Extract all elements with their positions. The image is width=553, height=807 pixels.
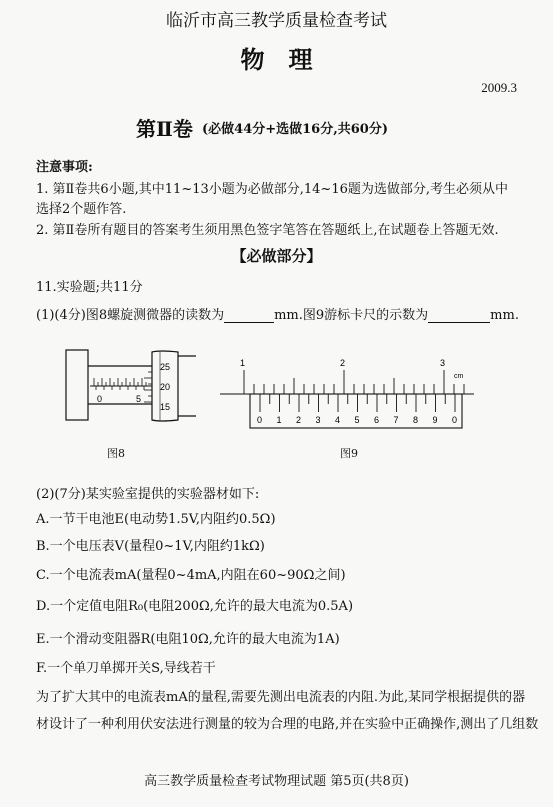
equipment-item-a: A.一节干电池E(电动势1.5V,内阻约0.5Ω) xyxy=(36,512,276,527)
caliper-vernier-label: 3 xyxy=(315,415,321,425)
notice-item-2: 2. 第Ⅱ卷所有题目的答案考生须用黑色签字笔答在答题纸上,在试题卷上答题无效. xyxy=(36,223,499,238)
part-1-text-a: (1)(4分)图8螺旋测微器的读数为 xyxy=(36,308,225,323)
caliper-figure xyxy=(216,354,478,434)
micrometer-thimble-label-20: 20 xyxy=(160,382,171,392)
equipment-item-c: C.一个电流表mA(量程0~4mA,内阻在60~90Ω之间) xyxy=(36,568,346,583)
micrometer-thimble-label-25: 25 xyxy=(160,362,171,372)
answer-blank-caliper xyxy=(428,310,490,323)
figure-9-caption: 图9 xyxy=(340,447,358,460)
paragraph-line-1: 为了扩大其中的电流表mA的量程,需要先测出电流表的内阻.为此,某同学根据提供的器 xyxy=(36,690,526,705)
notice-title: 注意事项: xyxy=(36,160,93,175)
caliper-vernier-label: 9 xyxy=(432,415,438,425)
subject-title: 物理 xyxy=(240,45,337,74)
answer-blank-micrometer xyxy=(224,310,274,323)
caliper-vernier-label: 0 xyxy=(452,415,458,425)
micrometer-sleeve-label-5: 5 xyxy=(136,394,142,404)
micrometer-sleeve-label-0: 0 xyxy=(97,394,103,404)
paragraph-line-2: 材设计了一种利用伏安法进行测量的较为合理的电路,并在实验中正确操作,测出了几组数 xyxy=(36,717,539,732)
equipment-item-f: F.一个单刀单掷开关S,导线若干 xyxy=(36,661,216,676)
question-11-title: 11.实验题;共11分 xyxy=(36,280,143,295)
caliper-main-label-1: 1 xyxy=(240,358,246,368)
notice-item-1-line-2: 选择2个题作答. xyxy=(36,202,127,217)
caliper-vernier-labels xyxy=(257,415,457,425)
caliper-unit: cm xyxy=(454,373,464,380)
equipment-item-e: E.一个滑动变阻器R(电阻10Ω,允许的最大电流为1A) xyxy=(36,632,340,647)
page-footer: 高三教学质量检查考试物理试题 第5页(共8页) xyxy=(144,774,409,789)
part-2-title: (2)(7分)某实验室提供的实验器材如下: xyxy=(36,487,260,502)
caliper-vernier-label: 5 xyxy=(354,415,360,425)
caliper-vernier-label: 7 xyxy=(393,415,399,425)
part-1-text-c: mm. xyxy=(490,308,519,323)
micrometer-thimble-label-15: 15 xyxy=(160,402,171,412)
caliper-vernier-label: 0 xyxy=(257,415,263,425)
micrometer-figure xyxy=(60,342,200,430)
caliper-vernier-label: 6 xyxy=(374,415,380,425)
equipment-item-d: D.一个定值电阻R₀(电阻200Ω,允许的最大电流为0.5A) xyxy=(36,599,354,614)
question-11-part-1 xyxy=(36,304,519,323)
volume-note: (必做44分+选做16分,共60分) xyxy=(202,122,388,137)
exam-date: 2009.3 xyxy=(481,80,517,95)
caliper-main-label-3: 3 xyxy=(440,358,446,368)
caliper-main-scale xyxy=(244,370,464,394)
exam-header-title: 临沂市高三教学质量检查考试 xyxy=(166,11,387,31)
caliper-vernier-label: 1 xyxy=(276,415,282,425)
caliper-vernier-label: 4 xyxy=(335,415,341,425)
figure-8-caption: 图8 xyxy=(107,447,125,460)
caliper-vernier-label: 8 xyxy=(413,415,419,425)
caliper-vernier-label: 2 xyxy=(296,415,302,425)
notice-item-1-line-1: 1. 第Ⅱ卷共6小题,其中11~13小题为必做部分,14~16题为选做部分,考生必须从中 xyxy=(36,182,508,197)
caliper-main-label-2: 2 xyxy=(340,358,346,368)
part-1-text-b: mm.图9游标卡尺的示数为 xyxy=(274,308,429,323)
caliper-vernier-scale xyxy=(260,394,455,412)
equipment-item-b: B.一个电压表V(量程0~1V,内阻约1kΩ) xyxy=(36,539,265,554)
volume-title: 第Ⅱ卷 xyxy=(136,117,193,141)
section-title: 【必做部分】 xyxy=(231,247,322,265)
